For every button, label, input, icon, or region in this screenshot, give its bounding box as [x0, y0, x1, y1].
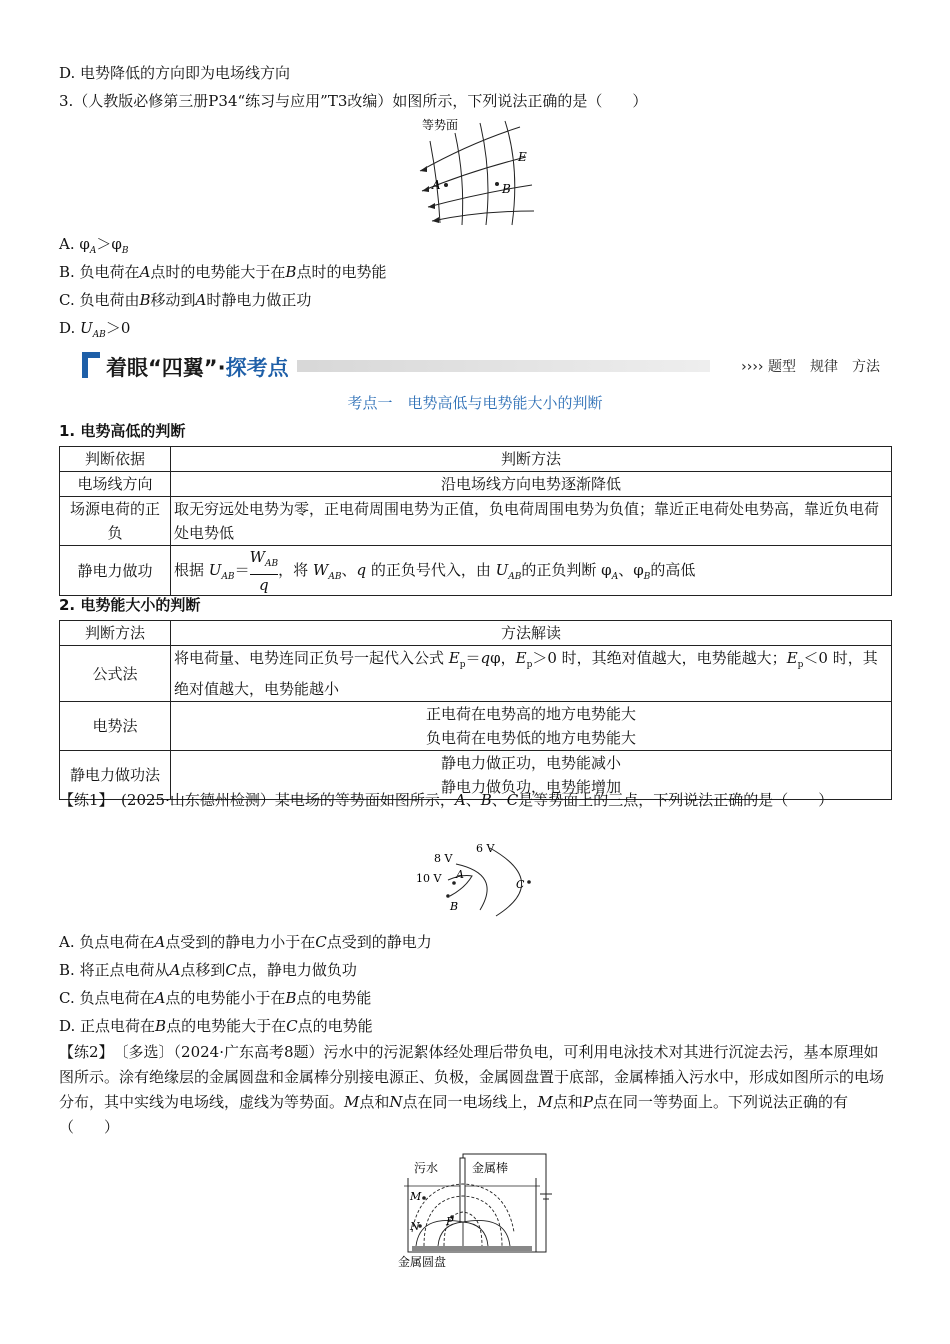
- section-banner: [80, 350, 880, 382]
- q3-option-d: D. $U_{AB}>0$: [59, 319, 131, 340]
- label-6v: 6 V: [476, 842, 495, 855]
- table-row: [60, 621, 892, 646]
- table-header-cell: 方法解读: [171, 621, 892, 646]
- q3-stem: 3.（人教版必修第三册P34“练习与应用”T3改编）如图所示，下列说法正确的是（ ）: [59, 92, 648, 110]
- q3-option-b: B. 负电荷在A点时的电势能大于在B点时的电势能: [59, 263, 387, 281]
- table-row: [60, 497, 892, 546]
- table-row: [60, 546, 892, 596]
- fraction: $W_{AB}$ q: [249, 547, 279, 594]
- point-a-label: A: [456, 868, 464, 881]
- table-cell: 正电荷在电势高的地方电势能大 负电荷在电势低的地方电势能大: [171, 702, 892, 751]
- exercise-1-option-b: B. 将正点电荷从A点移到C点，静电力做负功: [59, 961, 357, 979]
- label-8v: 8 V: [434, 852, 453, 865]
- heading-potential-energy: 2. 电势能大小的判断: [59, 596, 201, 614]
- table-cell: 取无穷远处电势为零，正电荷周围电势为正值，负电荷周围电势为负值；靠近正电荷处电势高，靠近负电荷处电势低: [171, 497, 892, 546]
- table-header-cell: 判断方法: [171, 447, 892, 472]
- exercise-2-figure: [380, 1152, 560, 1274]
- point-a-label: A: [432, 178, 441, 192]
- table-cell: 公式法: [60, 646, 171, 702]
- table-cell: 根据 $U_{AB}=$ $W_{AB}$ q ，将 $W_{AB}$、q 的正负号代入，由 $U_{AB}$的正负判断 $\varphi_A$、$\varphi_B$的高低: [171, 546, 892, 596]
- exercise-1-option-d: D. 正点电荷在B点的电势能大于在C点的电势能: [59, 1017, 373, 1035]
- exercise-1-figure: [410, 838, 550, 918]
- point-b-label: B: [450, 900, 459, 913]
- section-title: 考点一 电势高低与电势能大小的判断: [347, 394, 603, 412]
- q3-option-a: A. $\varphi_A>\varphi_B$: [59, 235, 129, 256]
- point-b-label: B: [502, 182, 511, 196]
- table-cell: 静电力做功: [60, 546, 171, 596]
- table-header-cell: 判断依据: [60, 447, 171, 472]
- table-cell: 电场线方向: [60, 472, 171, 497]
- disk-label: 金属圆盘: [398, 1255, 447, 1269]
- table-cell: 电势法: [60, 702, 171, 751]
- banner-title: 着眼“四翼”·探考点: [106, 352, 297, 382]
- exercise-1-option-a: A. 负点电荷在A点受到的静电力小于在C点受到的静电力: [59, 933, 432, 951]
- banner-corner-icon: [80, 350, 102, 380]
- heading-potential: 1. 电势高低的判断: [59, 422, 186, 440]
- q3-option-c: C. 负电荷由B移动到A时静电力做正功: [59, 291, 312, 309]
- exercise-1-stem: 【练1】 (2025·山东德州检测）某电场的等势面如图所示，A、B、C是等势面上的三点，下列说法正确的是（ ）: [59, 791, 834, 809]
- rod-label: 金属棒: [472, 1161, 509, 1175]
- table-header-cell: 判断方法: [60, 621, 171, 646]
- field-e-label: E: [518, 150, 527, 164]
- water-label: 污水: [414, 1161, 439, 1175]
- exercise-2-stem: 【练2】 〔多选〕（2024·广东高考8题）污水中的污泥絮体经处理后带负电，可利用电泳技术对其进行沉淀去污，基本原理如图所示。涂有绝缘层的金属圆盘和金属棒分别接电源正、负极，金属圆盘置于底部，金属棒插入污水中，形成如图所示的电场分布，其中实线为电场线，虚线为等势面。M点和N点在同一电场线上，M点和P点在同一等势面上。下列说法正确的有（ ）: [59, 1043, 885, 1136]
- table-cell: 将电荷量、电势连同正负号一起代入公式 $E_p=q\varphi$，$E_p>0$ 时，其绝对值越大，电势能越大；$E_p<0$ 时，其绝对值越大，电势能越小: [171, 646, 892, 702]
- point-c-label: C: [516, 878, 525, 891]
- q3-figure: [410, 113, 540, 231]
- point-n-label: N: [410, 1220, 420, 1233]
- point-p-label: P: [446, 1215, 454, 1228]
- table-row: [60, 702, 892, 751]
- table-potential-energy: [59, 620, 892, 800]
- table-row: [60, 472, 892, 497]
- table-cell: 场源电荷的正负: [60, 497, 171, 546]
- exercise-1-option-c: C. 负点电荷在A点的电势能小于在B点的电势能: [59, 989, 372, 1007]
- table-row: [60, 646, 892, 702]
- label-10v: 10 V: [416, 872, 442, 885]
- q2-option-d: D. 电势降低的方向即为电场线方向: [59, 64, 291, 82]
- table-potential: [59, 446, 892, 596]
- banner-right-label: ›››› 题型 规律 方法: [735, 356, 880, 376]
- equipotential-label: 等势面: [422, 118, 459, 132]
- table-cell: 静电力做正功，电势能减小 静电力做负功，电势能增加: [171, 751, 892, 800]
- table-cell: 沿电场线方向电势逐渐降低: [171, 472, 892, 497]
- table-row: [60, 447, 892, 472]
- table-cell: 静电力做功法: [60, 751, 171, 800]
- point-m-label: M: [410, 1190, 422, 1203]
